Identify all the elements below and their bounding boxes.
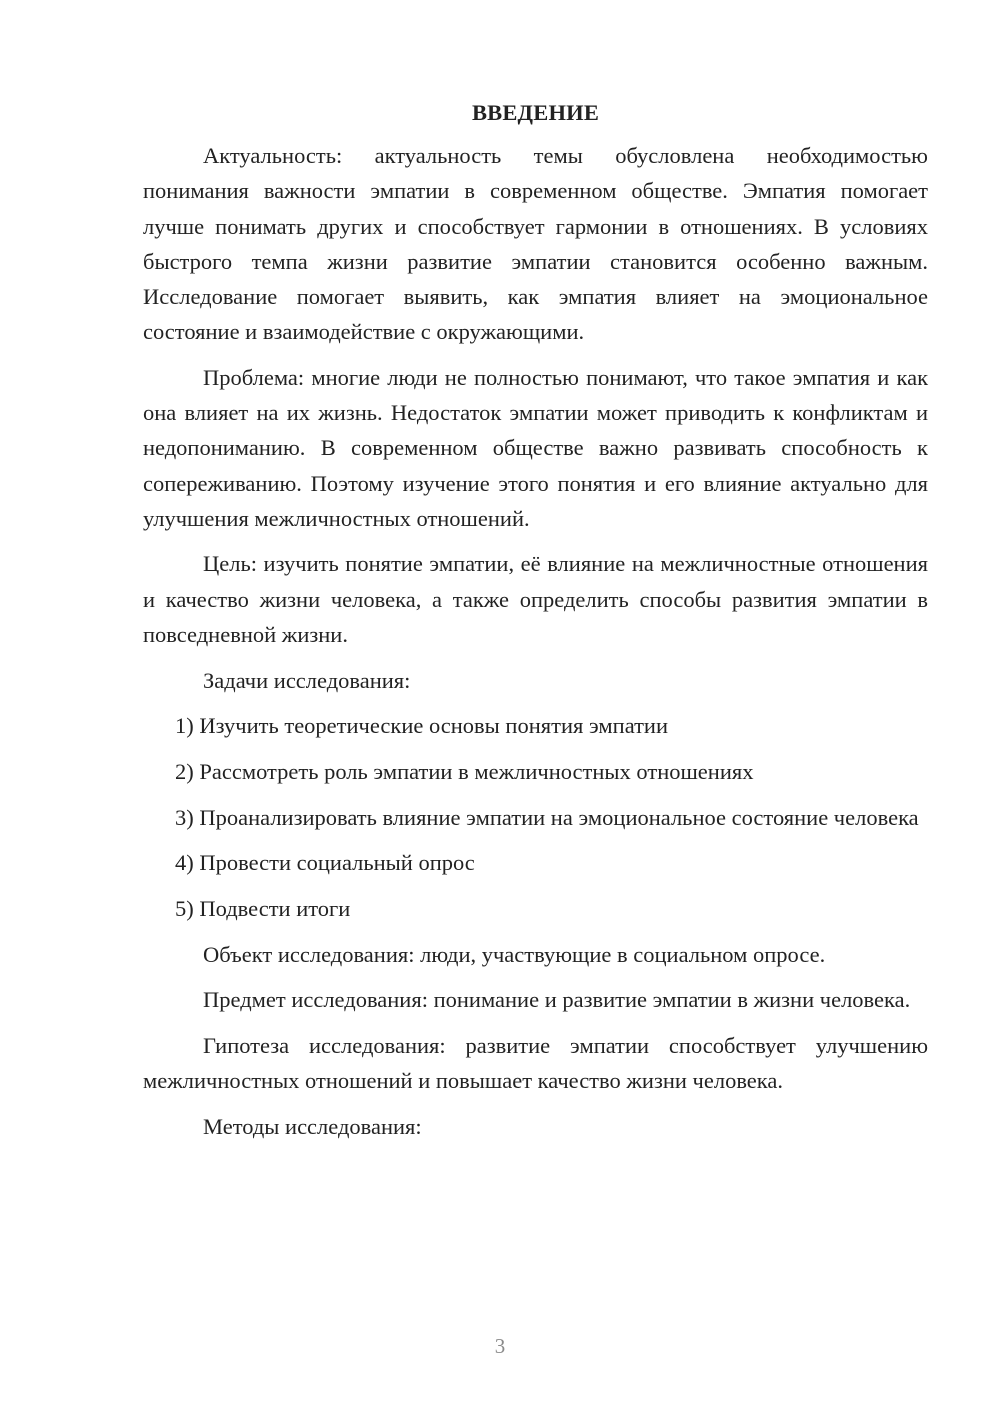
paragraph-relevance: Актуальность: актуальность темы обусловлена необходимостью понимания важности эмпатии в современном обществе. Эмпатия помогает лучше понимать других и способствует гармонии в отношениях. В условиях быстрого темпа жизни развитие эмпатии становится особенно важным. Исследование помогает выявить, как эмпатия влияет на эмоциональное состояние и взаимодействие с окружающими. <box>143 143 928 345</box>
paragraph-problem: Проблема: многие люди не полностью понимают, что такое эмпатия и как она влияет на их жизнь. Недостаток эмпатии может приводить к конфликтам и недопониманию. В современном обществе важно развивать способность к сопереживанию. Поэтому изучение этого понятия и его влияние актуально для улучшения межличностных отношений. <box>143 364 928 531</box>
page-content <box>143 95 928 1155</box>
paragraph-hypothesis: Гипотеза исследования: развитие эмпатии способствует улучшению межличностных отношений и повышает качество жизни человека. <box>143 1033 928 1094</box>
paragraph-subject: Предмет исследования: понимание и развитие эмпатии в жизни человека. <box>203 987 911 1013</box>
paragraph-object: Объект исследования: люди, участвующие в социальном опросе. <box>203 941 826 967</box>
section-title: ВВЕДЕНИЕ <box>471 100 600 125</box>
methods-heading: Методы исследования: <box>203 1114 422 1140</box>
task-item-5: 5) Подвести итоги <box>175 896 351 922</box>
paragraph-goal: Цель: изучить понятие эмпатии, её влияние на межличностные отношения и качество жизни человека, а также определить способы развития эмпатии в повседневной жизни. <box>143 551 928 647</box>
page-number: 3 <box>494 1334 506 1358</box>
task-item-3: 3) Проанализировать влияние эмпатии на эмоциональное состояние человека <box>175 804 919 830</box>
task-item-1: 1) Изучить теоретические основы понятия эмпатии <box>175 713 669 739</box>
tasks-heading: Задачи исследования: <box>203 667 411 693</box>
task-item-2: 2) Рассмотреть роль эмпатии в межличностных отношениях <box>175 758 754 784</box>
task-item-4: 4) Провести социальный опрос <box>175 850 475 876</box>
